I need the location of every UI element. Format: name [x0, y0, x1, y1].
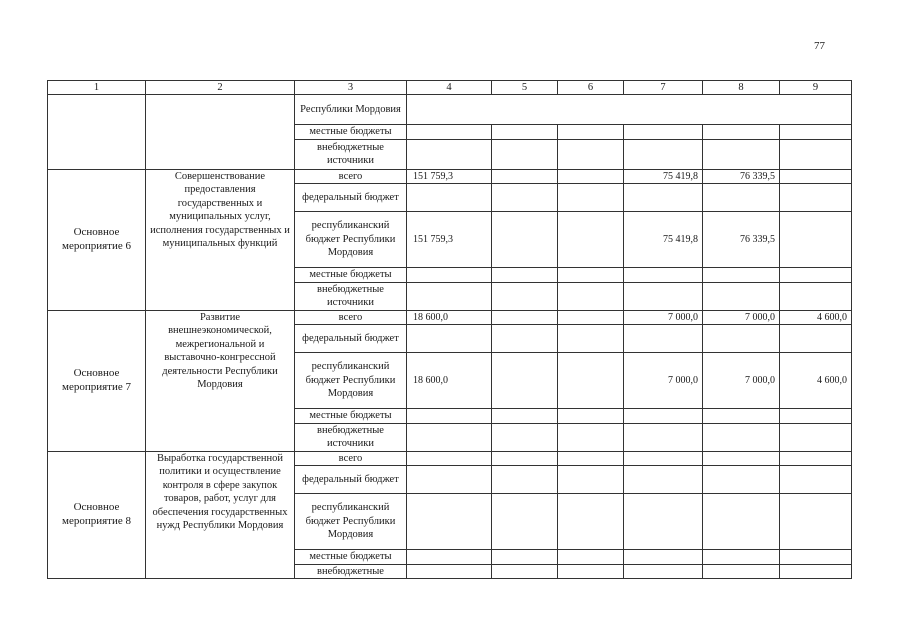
- source-cell: местные бюджеты: [295, 125, 407, 140]
- source-cell: внебюджетные источники: [295, 282, 407, 310]
- value-cell: [492, 353, 558, 409]
- column-number: 4: [407, 81, 492, 95]
- measure-label: Основное мероприятие 8: [48, 451, 146, 579]
- column-number: 8: [703, 81, 780, 95]
- column-number: 7: [624, 81, 703, 95]
- value-cell: [492, 169, 558, 184]
- value-cell: [780, 169, 852, 184]
- measure-title: Выработка государственной политики и осуществление контроля в сфере закупок товаров, работ, услуг для обеспечения государственных нужд Республики Мордовия: [146, 451, 295, 579]
- source-cell: всего: [295, 310, 407, 325]
- table-row: [48, 451, 852, 466]
- column-number-row: [48, 81, 852, 95]
- value-cell: 76 339,5: [703, 169, 780, 184]
- source-cell: Республики Мордовия: [295, 95, 407, 125]
- value-cell: 76 339,5: [703, 212, 780, 268]
- value-cell: 7 000,0: [624, 353, 703, 409]
- source-cell: федеральный бюджет: [295, 325, 407, 353]
- value-cell: 7 000,0: [703, 310, 780, 325]
- value-cell: [492, 310, 558, 325]
- value-cell: 151 759,3: [407, 212, 492, 268]
- source-cell: федеральный бюджет: [295, 466, 407, 494]
- budget-table: [47, 80, 852, 579]
- value-cell: 4 600,0: [780, 310, 852, 325]
- value-cell: [558, 310, 624, 325]
- measure-title-cell: [146, 95, 295, 170]
- value-cell: 151 759,3: [407, 169, 492, 184]
- source-cell: всего: [295, 169, 407, 184]
- value-cell: [780, 212, 852, 268]
- value-cell: 7 000,0: [624, 310, 703, 325]
- source-cell: внебюджетные: [295, 564, 407, 579]
- measure-title: Совершенствование предоставления государственных и муниципальных услуг, исполнения государственных и муниципальных функций: [146, 169, 295, 310]
- measure-label: Основное мероприятие 6: [48, 169, 146, 310]
- measure-title: Развитие внешнеэкономической, межрегиональной и выставочно-конгрессной деятельности Республики Мордовия: [146, 310, 295, 451]
- column-number: 1: [48, 81, 146, 95]
- value-cells-merged: [407, 95, 852, 125]
- source-cell: внебюджетные источники: [295, 423, 407, 451]
- column-number: 3: [295, 81, 407, 95]
- value-cell: [558, 212, 624, 268]
- column-number: 6: [558, 81, 624, 95]
- table-row: [48, 310, 852, 325]
- value-cell: 4 600,0: [780, 353, 852, 409]
- page-number: 77: [814, 40, 825, 52]
- measure-label-cell: [48, 95, 146, 170]
- column-number: 5: [492, 81, 558, 95]
- source-cell: республиканский бюджет Республики Мордовия: [295, 494, 407, 550]
- source-cell: внебюджетные источники: [295, 139, 407, 169]
- source-cell: республиканский бюджет Республики Мордовия: [295, 212, 407, 268]
- value-cell: 75 419,8: [624, 212, 703, 268]
- value-cell: [492, 212, 558, 268]
- measure-label: Основное мероприятие 7: [48, 310, 146, 451]
- source-cell: местные бюджеты: [295, 409, 407, 424]
- column-number: 9: [780, 81, 852, 95]
- column-number: 2: [146, 81, 295, 95]
- value-cell: [558, 353, 624, 409]
- value-cell: 75 419,8: [624, 169, 703, 184]
- table-row: [48, 169, 852, 184]
- value-cell: [558, 169, 624, 184]
- source-cell: местные бюджеты: [295, 550, 407, 565]
- source-cell: всего: [295, 451, 407, 466]
- value-cell: 7 000,0: [703, 353, 780, 409]
- table-row: [48, 95, 852, 125]
- source-cell: федеральный бюджет: [295, 184, 407, 212]
- source-cell: местные бюджеты: [295, 268, 407, 283]
- source-cell: республиканский бюджет Республики Мордовия: [295, 353, 407, 409]
- value-cell: 18 600,0: [407, 310, 492, 325]
- value-cell: 18 600,0: [407, 353, 492, 409]
